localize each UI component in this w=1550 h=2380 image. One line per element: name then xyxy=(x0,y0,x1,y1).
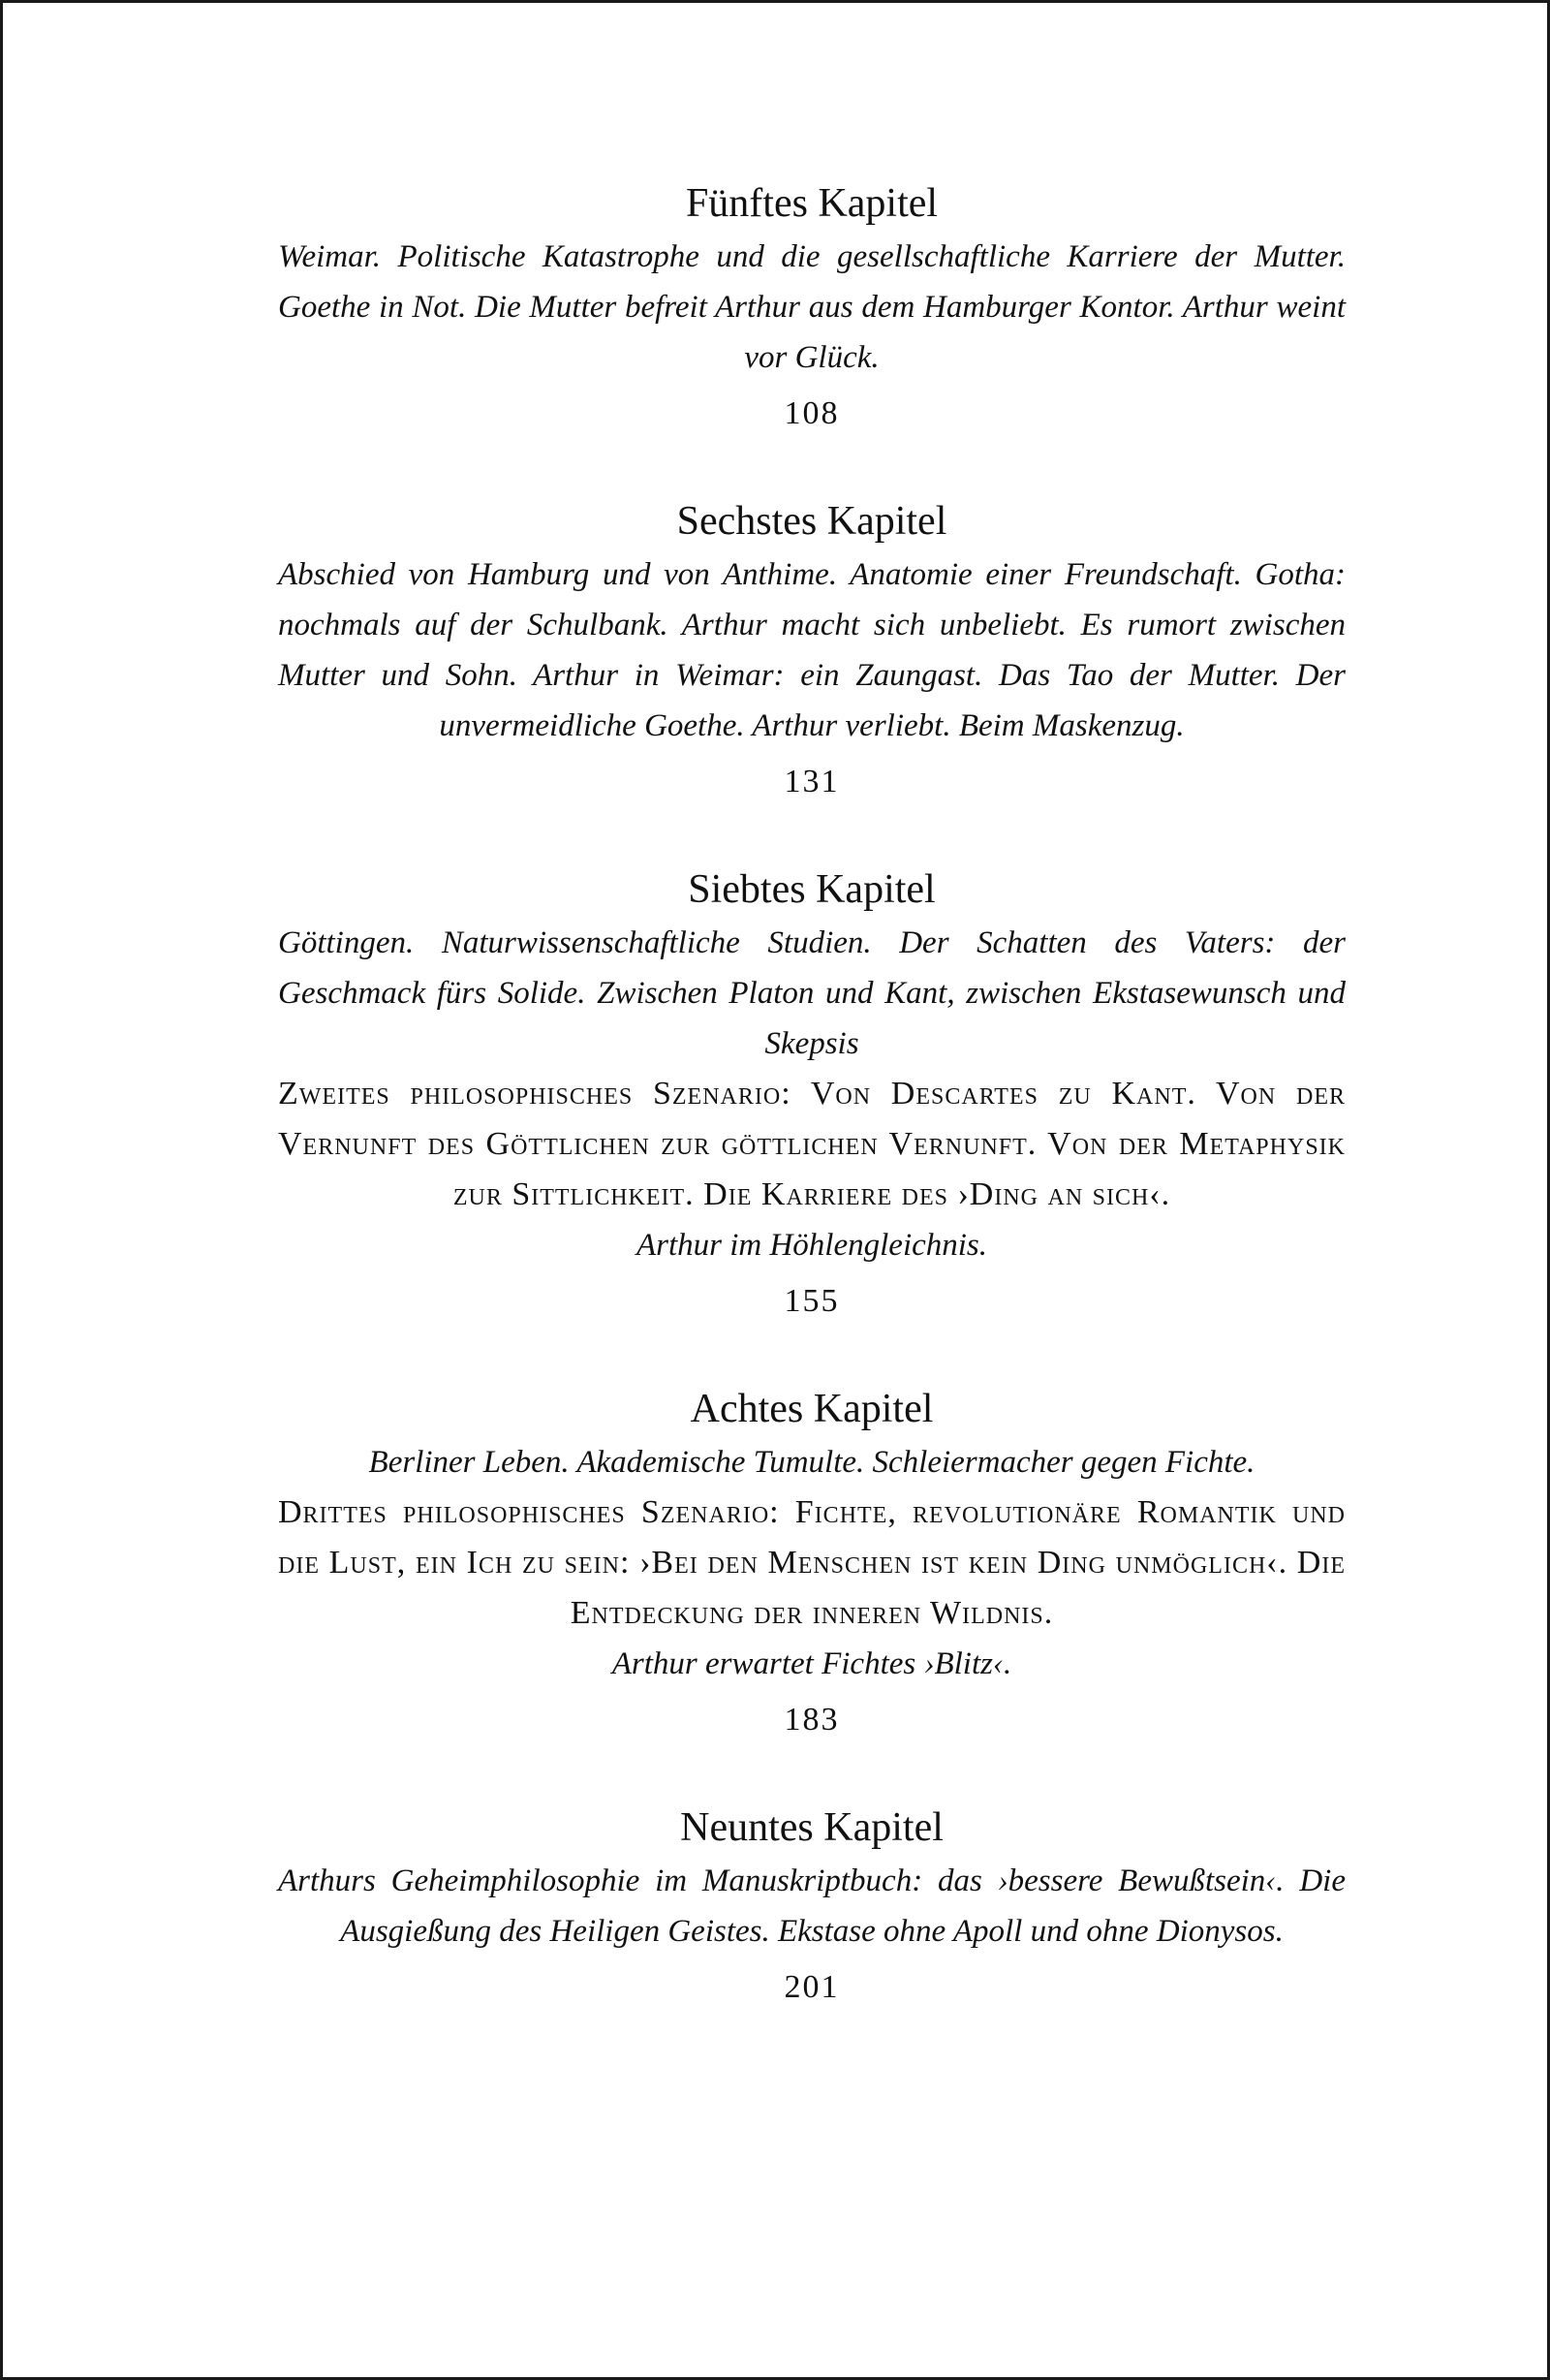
spacer xyxy=(278,1745,1346,1800)
chapter-title: Neuntes Kapitel xyxy=(680,1805,944,1850)
chapter-summary: Berliner Leben. Akademische Tumulte. Schleiermacher gegen Fichte. xyxy=(368,1445,1256,1480)
chapter-title: Siebtes Kapitel xyxy=(688,867,936,912)
chapter-summary: Göttingen. Naturwissenschaftliche Studien. Der Schatten des Vaters: der Geschmack fürs Solide. Zwischen Platon und Kant, zwischen Ekstasewunsch und Skepsis xyxy=(278,925,1346,1061)
page-number: 108 xyxy=(784,395,840,431)
spacer xyxy=(278,439,1346,493)
chapter-entry-5 xyxy=(278,175,1346,439)
philosophical-scenario: Drittes philosophisches Szenario: Fichte, revolutionäre Romantik und die Lust, ein Ich zu sein: ›Bei den Menschen ist kein Ding unmöglich‹. Die Entdeckung der inneren Wildnis. xyxy=(278,1494,1346,1631)
chapter-entry-8 xyxy=(278,1381,1346,1745)
page-number: 131 xyxy=(784,764,840,799)
spacer xyxy=(278,1327,1346,1381)
page-number: 201 xyxy=(784,1969,840,2005)
chapter-entry-7 xyxy=(278,861,1346,1327)
page-number: 183 xyxy=(784,1702,840,1738)
chapter-summary: Abschied von Hamburg und von Anthime. Anatomie einer Freundschaft. Gotha: nochmals auf der Schulbank. Arthur macht sich unbeliebt. Es rumort zwischen Mutter und Sohn. Arthur in Weimar: ein Zaungast. Das Tao der Mutter. Der unvermeidliche Goethe. Arthur verliebt. Beim Maskenzug. xyxy=(278,557,1346,743)
chapter-closing: Arthur im Höhlengleichnis. xyxy=(636,1228,988,1263)
chapter-summary: Weimar. Politische Katastrophe und die gesellschaftliche Karriere der Mutter. Goethe in Not. Die Mutter befreit Arthur aus dem Hamburger Kontor. Arthur weint vor Glück. xyxy=(278,239,1346,375)
chapter-entry-6 xyxy=(278,493,1346,807)
chapter-title: Fünftes Kapitel xyxy=(685,181,939,226)
chapter-summary: Arthurs Geheimphilosophie im Manuskriptbuch: das ›bessere Bewußtsein‹. Die Ausgießung des Heiligen Geistes. Ekstase ohne Apoll und ohne Dionysos. xyxy=(278,1863,1346,1949)
chapter-title: Achtes Kapitel xyxy=(690,1387,934,1431)
table-of-contents xyxy=(278,175,1346,2013)
chapter-closing: Arthur erwartet Fichtes ›Blitz‹. xyxy=(611,1646,1012,1681)
chapter-entry-9 xyxy=(278,1800,1346,2013)
page-number: 155 xyxy=(784,1283,840,1319)
spacer xyxy=(278,807,1346,861)
chapter-title: Sechstes Kapitel xyxy=(676,499,947,544)
philosophical-scenario: Zweites philosophisches Szenario: Von Descartes zu Kant. Von der Vernunft des Göttlichen zur göttlichen Vernunft. Von der Metaphysik zur Sittlichkeit. Die Karriere des ›Ding an sich‹. xyxy=(278,1076,1346,1212)
